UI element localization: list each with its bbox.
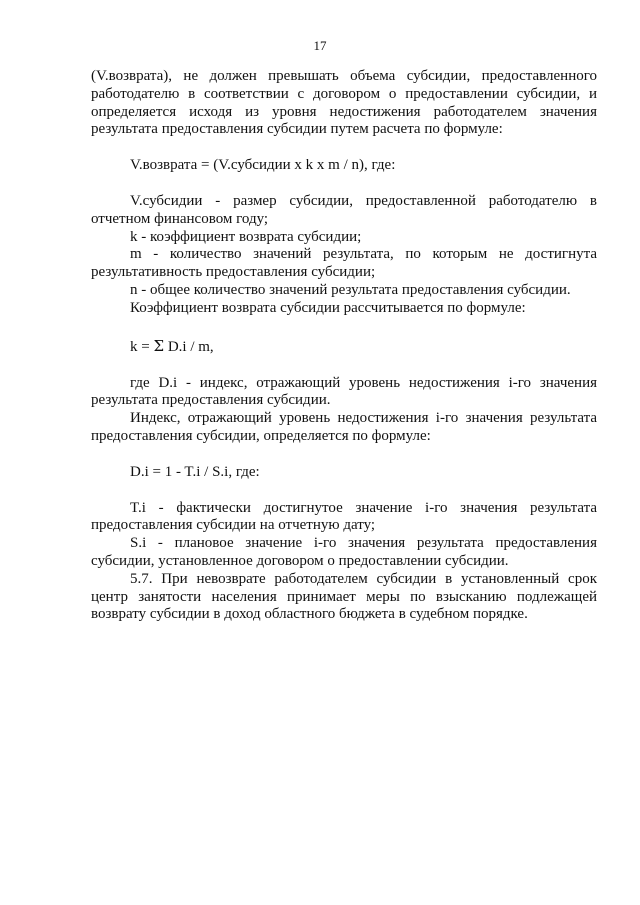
paragraph-coefficient-intro: Коэффициент возврата субсидии рассчитывается по формуле:	[130, 299, 526, 316]
paragraph-return-amount-intro: (V.возврата), не должен превышать объема субсидии, предоставленного работодателю в соответствии с договором о предоставлении субсидии, и определяется исходя из уровня недостижения работодателем значения результата предоставления субсидии путем расчета по формуле:	[91, 68, 597, 138]
paragraph-k-definition: k - коэффициент возврата субсидии;	[130, 228, 362, 245]
sigma-symbol: Σ	[153, 336, 165, 355]
paragraph-v-subsidy-definition: V.субсидии - размер субсидии, предоставленной работодателю в отчетном финансовом году;	[91, 192, 597, 227]
paragraph-d-definition: где D.i - индекс, отражающий уровень недостижения i-го значения результата предоставления субсидии.	[91, 374, 597, 409]
formula-return-volume: V.возврата = (V.субсидии x k x m / n), где:	[130, 157, 396, 174]
paragraph-section-5-7: 5.7. При невозврате работодателем субсидии в установленный срок центр занятости населения принимает меры по взысканию подлежащей возврату субсидии в доход областного бюджета в судебном порядке.	[91, 570, 597, 623]
formula-index: D.i = 1 - T.i / S.i, где:	[130, 463, 260, 480]
paragraph-index-intro: Индекс, отражающий уровень недостижения i-го значения результата предоставления субсидии, определяется по формуле:	[91, 410, 597, 444]
paragraph-m-definition: m - количество значений результата, по которым не достигнута результативность предоставления субсидии;	[91, 246, 597, 281]
paragraph-n-definition: n - общее количество значений результата предоставления субсидии.	[130, 281, 571, 298]
formula-coefficient-suffix: D.i / m,	[164, 338, 214, 355]
paragraph-s-definition: S.i - плановое значение i-го значения результата предоставления субсидии, установленное договором о предоставлении субсидии.	[91, 535, 597, 569]
paragraph-t-definition: T.i - фактически достигнутое значение i-го значения результата предоставления субсидии на отчетную дату;	[91, 499, 597, 534]
page-number: 17	[313, 38, 327, 53]
document-body	[91, 68, 597, 624]
formula-coefficient-prefix: k =	[130, 338, 154, 355]
formula-coefficient	[91, 336, 597, 357]
